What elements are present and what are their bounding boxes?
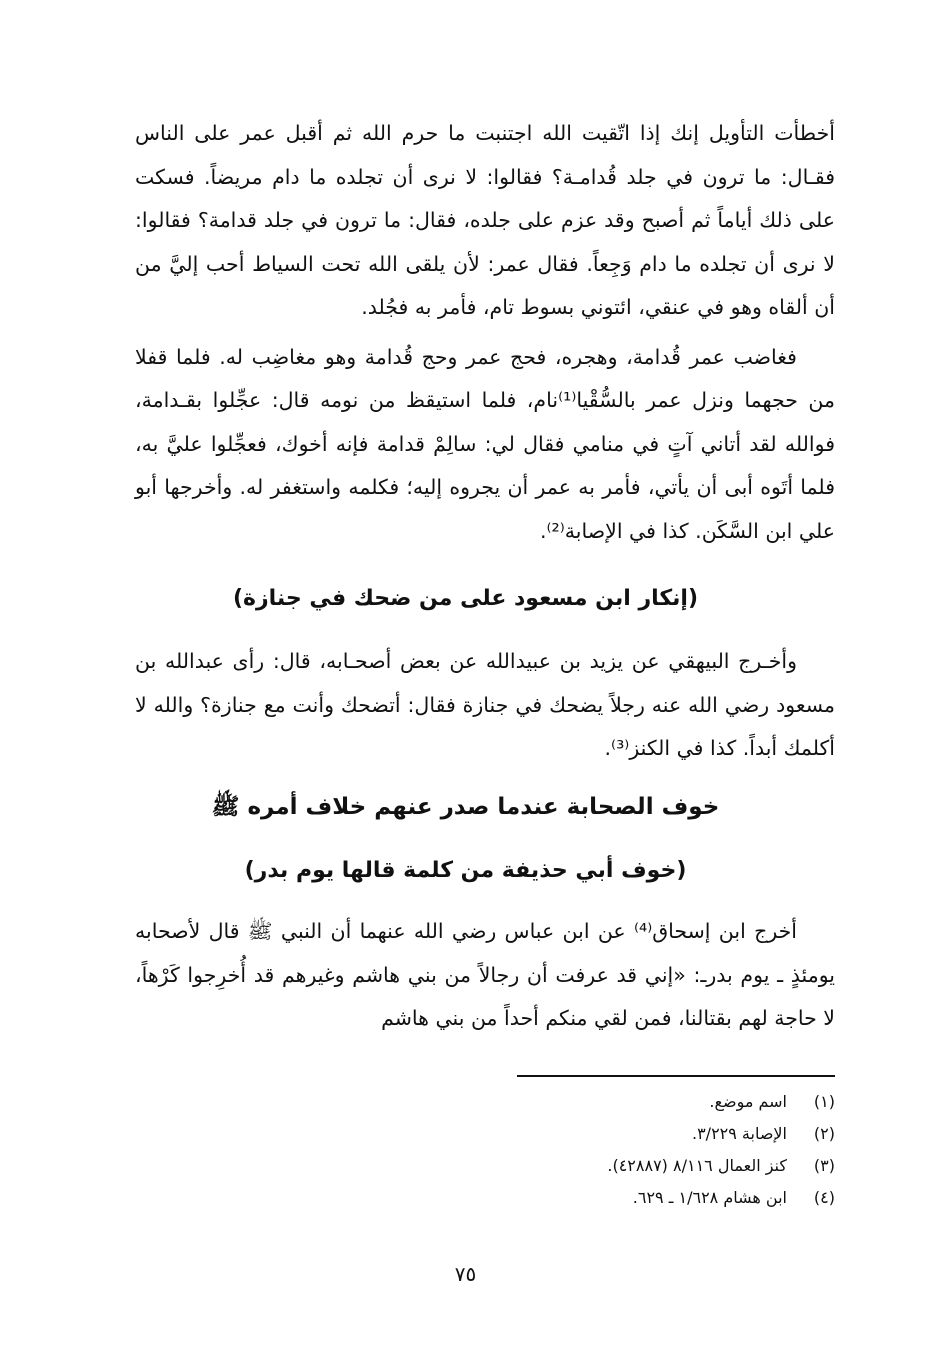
section-heading-2: (خوف أبي حذيفة من كلمة قالها يوم بدر) bbox=[244, 858, 687, 883]
footnote-item bbox=[135, 1188, 835, 1220]
footnote-number: (٣) bbox=[813, 1156, 835, 1175]
footnote-text: اسم موضع. bbox=[709, 1092, 787, 1111]
chapter-heading: خوف الصحابة عندما صدر عنهم خلاف أمره ﷺ bbox=[211, 794, 720, 820]
footnote-text: الإصابة ٣/٢٢٩. bbox=[691, 1124, 787, 1143]
main-text-top bbox=[135, 112, 835, 553]
footnote-number: (٢) bbox=[813, 1124, 835, 1143]
page-number: ٧٥ bbox=[454, 1262, 477, 1286]
footnote-text: ابن هشام ١/٦٢٨ ـ ٦٢٩. bbox=[632, 1188, 787, 1207]
footnote-item bbox=[135, 1092, 835, 1124]
section-heading-1: (إنكار ابن مسعود على من ضحك في جنازة) bbox=[232, 586, 699, 611]
section-2-text bbox=[135, 910, 835, 1041]
footnote-separator bbox=[517, 1075, 835, 1077]
section-1-paragraph: وأخـرج البيهقي عن يزيد بن عبيدالله عن بعض أصحـابه، قال: رأى عبدالله بن مسعود رضي الله عنه رجلاً يضحك في جنازة فقال: أتضحك وأنت مع جنازة؟ والله لا أكلمك أبداً. كذا في الكنز⁽³⁾. bbox=[135, 649, 835, 760]
footnote-number: (١) bbox=[813, 1092, 835, 1111]
footnote-item bbox=[135, 1156, 835, 1188]
footnotes bbox=[135, 1092, 835, 1220]
section-2-paragraph: أخرج ابن إسحاق⁽⁴⁾ عن ابن عباس رضي الله عنهما أن النبي ﷺ قال لأصحابه يومئذٍ ـ يوم بدرـ: «إني قد عرفت أن رجالاً من بني هاشم وغيرهم قد أُخرِجوا كَرْهاً، لا حاجة لهم بقتالنا، فمن لقي منكم أحداً من بني هاشم bbox=[135, 919, 835, 1030]
footnote-text: كنز العمال ٨/١١٦ (٤٢٨٨٧). bbox=[607, 1156, 787, 1175]
footnote-number: (٤) bbox=[813, 1188, 835, 1207]
footnote-item bbox=[135, 1124, 835, 1156]
paragraph-2: فغاضب عمر قُدامة، وهجره، فحج عمر وحج قُدامة وهو مغاضِب له. فلما قفلا من حجهما ونزل عمر بالسُّقْيا⁽¹⁾نام، فلما استيقظ من نومه قال: عجِّلوا بقـدامة، فوالله لقد أتاني آتٍ في منامي فقال لي: سالِمْ قدامة فإنه أخوك، فعجِّلوا عليَّ به، فلما أتَوه أبى أن يأتي، فأمر به عمر أن يجروه إليه؛ فكلمه واستغفر له. وأخرجها أبو علي ابن السَّكَن. كذا في الإصابة⁽²⁾. bbox=[135, 344, 835, 543]
section-1-text bbox=[135, 640, 835, 771]
paragraph-1: أخطأت التأويل إنك إذا اتّقيت الله اجتنبت ما حرم الله ثم أقبل عمر على الناس فقـال: ما ترون في جلد قُدامـة؟ فقالوا: لا نرى أن تجلده ما دام مريضاً. فسكت على ذلك أياماً ثم أصبح وقد عزم على جلده، فقال: ما ترون في جلد قدامة؟ فقالوا: لا نرى أن تجلده ما دام وَجِعاً. فقال عمر: لأن يلقى الله تحت السياط أحب إليَّ من أن ألقاه وهو في عنقي، ائتوني بسوط تام، فأمر به فجُلد. bbox=[135, 121, 835, 319]
